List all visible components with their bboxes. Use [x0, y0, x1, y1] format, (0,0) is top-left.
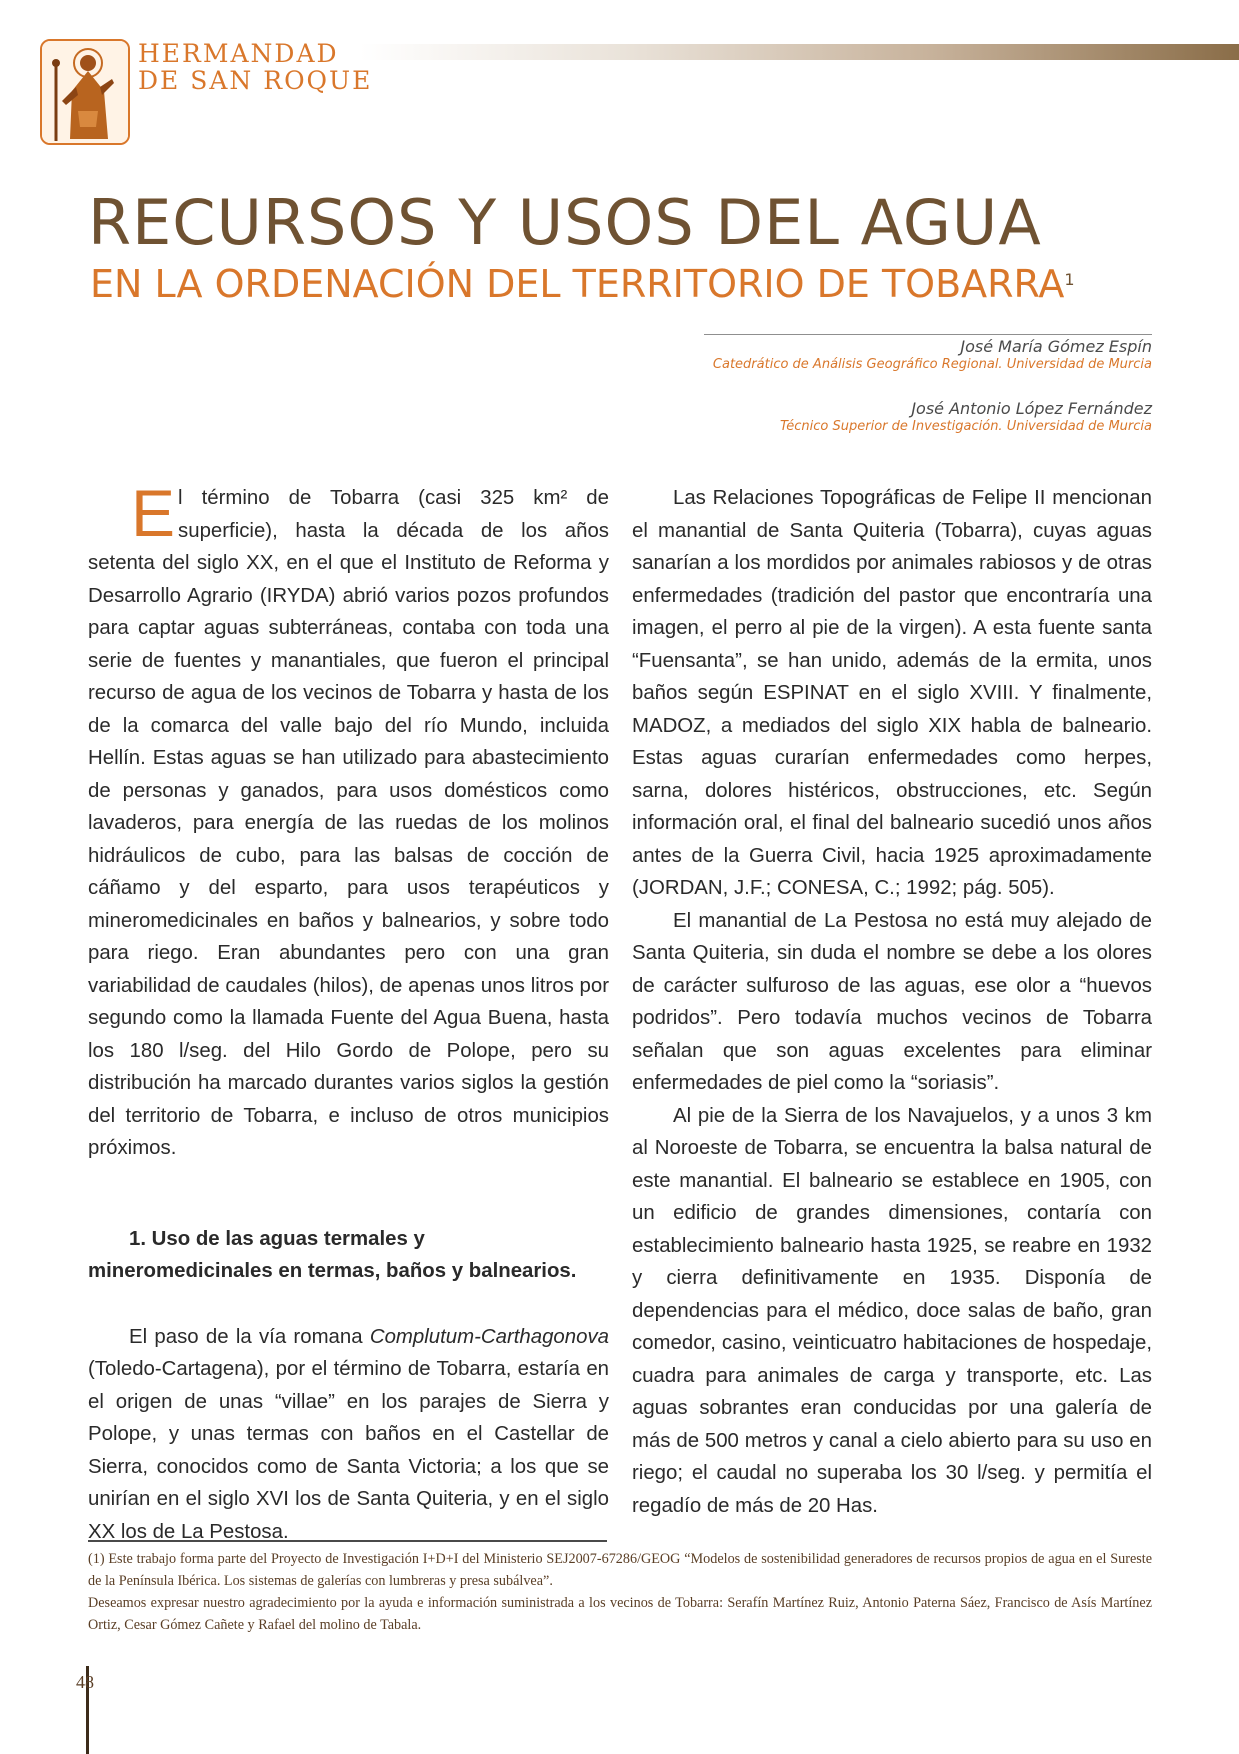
author-affiliation: Catedrático de Análisis Geográfico Regional. Universidad de Murcia [712, 357, 1152, 372]
brand-name [138, 40, 372, 94]
author-divider [704, 334, 1152, 335]
brand-line-1: HERMANDAD [138, 39, 339, 68]
paragraph: Al pie de la Sierra de los Navajuelos, y a unos 3 km al Noroeste de Tobarra, se encuentra la balsa natural de este manantial. El balneario se establece en 1905, con un edificio de grandes dimensiones, contaría con establecimiento balneario hasta 1925, se reabre en 1932 y cierra definitivamente en 1935. Disponía de dependencias para el médico, doce salas de baño, gran comedor, casino, veinticuatro habitaciones de hospedaje, cuadra para animales de carga y transporte, etc. Las aguas sobrantes eran conducidas por una galería de más de 500 metros y canal a cielo abierto para su uso en riego; el caudal no superaba los 30 l/seg. y permitía el regadío de más de 20 Has. [632, 1104, 1152, 1517]
author-affiliation: Técnico Superior de Investigación. Universidad de Murcia [779, 419, 1152, 434]
author-1 [713, 337, 1152, 373]
drop-cap: E [131, 476, 176, 550]
intro-paragraph [88, 476, 609, 1165]
paragraph-text: (Toledo-Cartagena), por el término de Tobarra, estaría en el origen de unas “villae” en los parajes de Sierra y Polope, y unas termas con baños en el Castellar de Sierra, conocidos como de Santa Victoria; a los que se unirían en el siglo XVI los de Santa Quiteria, y en el siglo XX los de La Pestosa. [88, 1358, 609, 1543]
right-column [632, 482, 1152, 1522]
saint-figure-icon [42, 41, 128, 143]
intro-text: l término de Tobarra (casi 325 km² de superficie), hasta la década de los años setenta del siglo XX, en el que el Instituto de Reforma y Desarrollo Agrario (IRYDA) abrió varios pozos profundos para captar aguas subterráneas, contaba con toda una serie de fuentes y manantiales, que fueron el principal recurso de agua de los vecinos de Tobarra y hasta de los de la comarca del valle bajo del río Mundo, incluida Hellín. Estas aguas se han utilizado para abastecimiento de personas y ganados, para usos domésticos como lavaderos, para energía de las ruedas de los molinos hidráulicos de cubo, para las balsas de cocción de cáñamo y del esparto, para usos terapéuticos y mineromedicinales en baños y balnearios, y sobre todo para riego. Eran abundantes pero con una gran variabilidad de caudales (hilos), de apenas unos litros por segundo como la llamada Fuente del Agua Buena, hasta los 180 l/seg. del Hilo Gordo de Polope, pero su distribución ha marcado durantes varios siglos la gestión del territorio de Tobarra, e incluso de otros municipios próximos. [88, 487, 609, 1159]
paragraph-italic: Complutum-Carthagonova [369, 1325, 609, 1348]
footnote-ref-1[interactable]: 1 [1064, 270, 1075, 289]
left-column [88, 476, 609, 1548]
paragraph: Las Relaciones Topográficas de Felipe II mencionan el manantial de Santa Quiteria (Tobarra), cuyas aguas sanarían a los mordidos por animales rabiosos y de otras enfermedades (tradición del pastor que encontraría una imagen, el perro al pie de la virgen). A esta fuente santa “Fuensanta”, se han unido, además de la ermita, unos baños según ESPINAT en el siglo XVIII. Y finalmente, MADOZ, a mediados del siglo XIX habla de balneario. Estas aguas curarían enfermedades como herpes, sarna, dolores histéricos, obstrucciones, etc. Según información oral, el final del balneario sucedió unos años antes de la Guerra Civil, hacia 1925 aproximadamente (JORDAN, J.F.; CONESA, C.; 1992; pág. 505). [632, 487, 1152, 899]
paragraph [88, 1321, 609, 1549]
acknowledgements: Deseamos expresar nuestro agradecimiento por la ayuda e información suministrada a los vecinos de Tobarra: Serafín Martínez Ruiz, Antonio Paterna Sáez, Francisco de Asís Martínez Ortiz, Cesar Gómez Cañete y Rafael del molino de Tabala. [88, 1595, 1152, 1633]
brand-line-2: DE SAN ROQUE [138, 66, 373, 95]
author-name: José María Gómez Espín [960, 337, 1152, 356]
logo [40, 39, 130, 145]
paragraph: El manantial de La Pestosa no está muy alejado de Santa Quiteria, sin duda el nombre se debe a los olores de carácter sulfuroso de las aguas, ese olor a “huevos podridos”. Pero todavía muchos vecinos de Tobarra señalan que son aguas excelentes para eliminar enfermedades de piel como la “soriasis”. [632, 909, 1152, 1094]
footnote-divider [88, 1540, 607, 1542]
footnote-1: (1) Este trabajo forma parte del Proyecto de Investigación I+D+I del Ministerio SEJ2007-67286/GEOG “Modelos de sostenibilidad generadores de recursos propios de agua en el Sureste de la Península Ibérica. Los sistemas de galerías con lumbreras y presa subálvea”. [88, 1551, 1152, 1589]
paragraph-text: El paso de la vía romana [129, 1325, 370, 1348]
section-heading: 1. Uso de las aguas termales y mineromedicinales en termas, baños y balnearios. [88, 1227, 577, 1282]
article-subtitle-text: EN LA ORDENACIÓN DEL TERRITORIO DE TOBARRA [90, 262, 1065, 306]
page-number: 48 [76, 1672, 94, 1692]
article-subtitle [90, 262, 1075, 306]
footnotes [88, 1548, 1152, 1636]
article-title: RECURSOS Y USOS DEL AGUA [88, 186, 1042, 259]
author-2 [780, 399, 1152, 435]
header-gradient-bar [360, 44, 1239, 60]
author-name: José Antonio López Fernández [911, 399, 1152, 418]
